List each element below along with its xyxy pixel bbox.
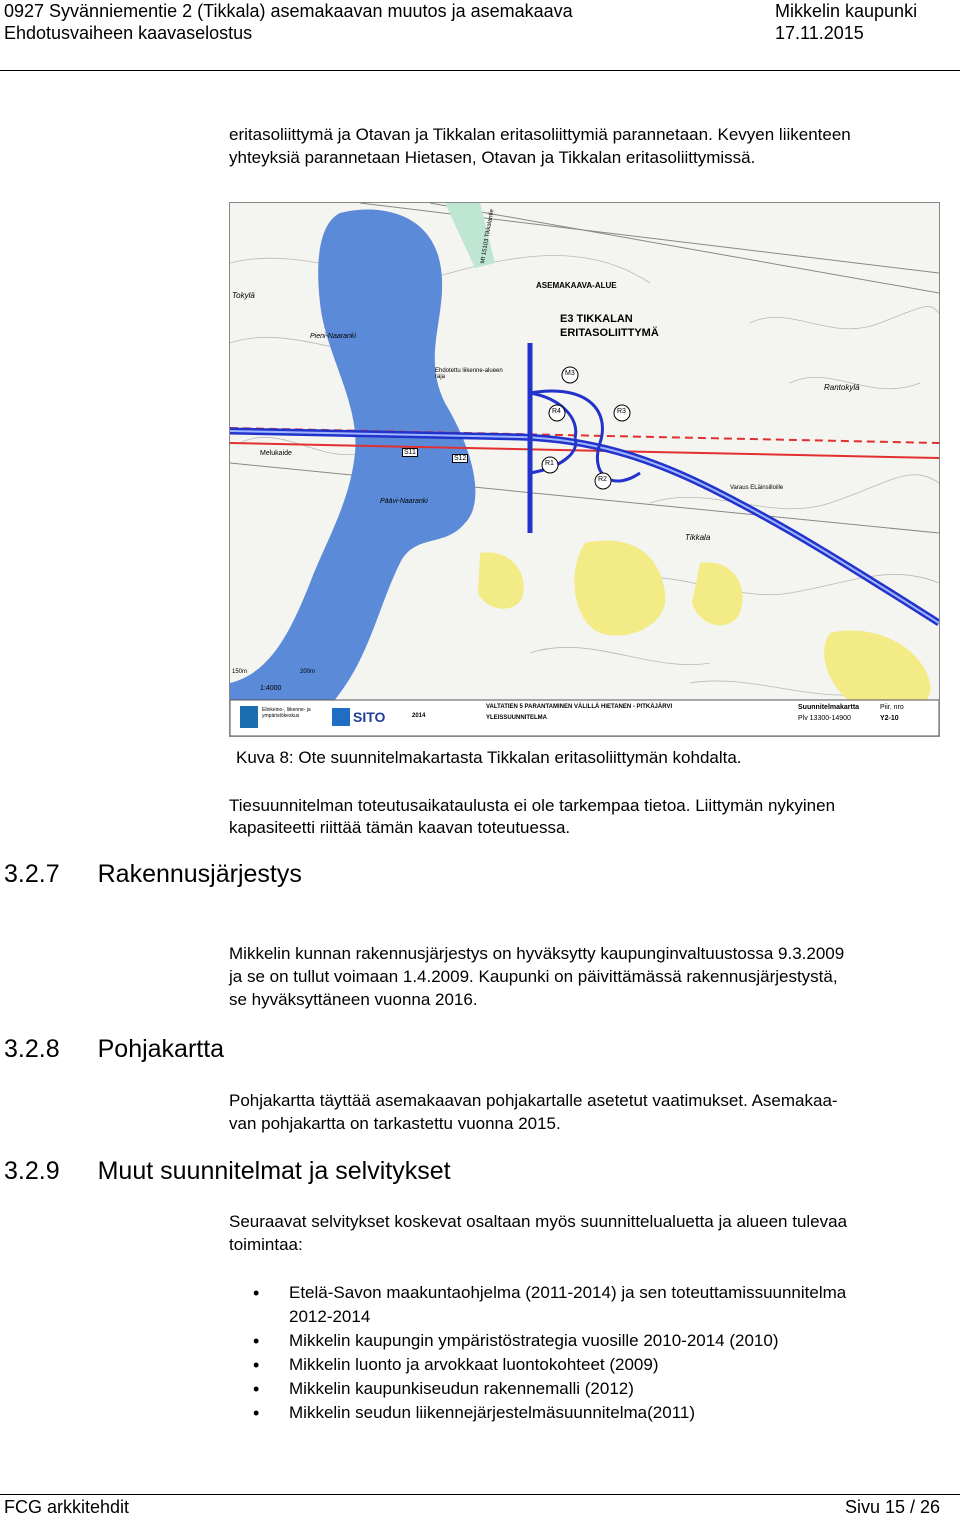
map-label-ehdotettu: Ehdotettu liikenne-alueen raja: [435, 368, 503, 380]
para3-line2: van pohjakartta on tarkastettu vuonna 2015.: [229, 1114, 561, 1133]
section-number: 3.2.7: [4, 860, 60, 888]
scale-200: 200m: [300, 669, 316, 675]
section-title: Rakennusjärjestys: [97, 860, 302, 888]
marker-s12: S12: [454, 455, 467, 462]
junction-markers: [542, 367, 630, 489]
scale-ratio: 1:4000: [260, 685, 282, 692]
header-title-line2: Ehdotusvaiheen kaavaselostus: [4, 23, 253, 43]
footer-rule: [0, 1494, 960, 1495]
marker-r4: R4: [552, 408, 561, 415]
map-label-e3: E3 TIKKALAN: [560, 313, 633, 325]
map-label-asemakaava-alue: ASEMAKAAVA-ALUE: [536, 281, 617, 290]
marker-r2: R2: [598, 476, 607, 483]
para2-line2: ja se on tullut voimaan 1.4.2009. Kaupunki on päivittämässä rakennusjärjestystä,: [229, 967, 838, 986]
header-title-line1: 0927 Syvänniementie 2 (Tikkala) asemakaavan muutos ja asemakaava: [4, 1, 573, 21]
titleblock-sito: SITO: [353, 709, 386, 725]
list-item: • Mikkelin seudun liikennejärjestelmäsuunnitelma(2011): [231, 1401, 956, 1425]
map-label-road-no: Mt 15103 Tikkalantie: [480, 208, 496, 265]
map-label-rantokyla: Rantokylä: [824, 383, 860, 392]
marker-s11: S11: [404, 449, 416, 456]
section-number: 3.2.9: [4, 1157, 60, 1185]
section-heading-329: [4, 1157, 451, 1186]
para1-line2: kapasiteetti riittää tämän kaavan toteutuessa.: [229, 818, 571, 837]
section-title: Pohjakartta: [97, 1035, 225, 1063]
titleblock-project1: VALTATIEN 5 PARANTAMINEN VÄLILLÄ HIETANEN - PITKÄJÄRVI: [486, 704, 673, 710]
footer-page-number: Sivu 15 / 26: [845, 1497, 941, 1517]
map-label-eritasoliittyma: ERITASOLIITTYMÄ: [560, 327, 659, 339]
titleblock-sheet2: Plv 13300-14900: [798, 715, 851, 722]
map-label-tikkala: Tikkala: [685, 533, 711, 542]
titleblock-year: 2014: [412, 713, 426, 719]
references-list: [231, 1281, 956, 1425]
list-item: • Mikkelin kaupunkiseudun rakennemalli (2012): [231, 1377, 956, 1401]
plan-map-figure: [229, 202, 940, 737]
list-item: • Etelä-Savon maakuntaohjelma (2011-2014) ja sen toteuttamissuunnitelma 2012-2014: [231, 1281, 956, 1329]
para2-line3: se hyväksyttäneen vuonna 2016.: [229, 990, 478, 1009]
section-heading-328: [4, 1035, 224, 1064]
header-org: Mikkelin kaupunki: [775, 1, 918, 21]
header-rule: [0, 70, 960, 71]
titleblock-pilr-no: Y2-10: [880, 715, 899, 722]
map-label-paavi-naaranki: Päävi-Naaranki: [380, 498, 428, 505]
section-heading-327: [4, 860, 302, 889]
intro-line2: yhteyksiä parannetaan Hietasen, Otavan ja Tikkalan eritasoliittymissä.: [229, 148, 756, 167]
lake-water: [230, 210, 475, 736]
map-label-melukaide: Melukaide: [260, 450, 292, 457]
para1-line1: Tiesuunnitelman toteutusaikataulusta ei ole tarkempaa tietoa. Liittymän nykyinen: [229, 796, 836, 815]
titleblock-sheet1: Suunnitelmakartta: [798, 704, 860, 711]
marker-m3: M3: [565, 370, 575, 377]
header-date: 17.11.2015: [775, 23, 864, 43]
section-number: 3.2.8: [4, 1035, 60, 1063]
marker-r1: R1: [545, 460, 554, 467]
intro-line1: eritasoliittymä ja Otavan ja Tikkalan eritasoliittymiä parannetaan. Kevyen liikenteen: [229, 125, 851, 144]
map-label-pieni-naaranki: Pieni-Naaranki: [310, 333, 356, 340]
map-label-varaus: Varaus ELäinsilloille: [730, 485, 784, 491]
ely-logo-icon: [240, 706, 258, 728]
list-item: • Mikkelin luonto ja arvokkaat luontokohteet (2009): [231, 1353, 956, 1377]
footer-left: FCG arkkitehdit: [4, 1497, 130, 1517]
sito-logo-icon: [332, 708, 350, 726]
figure-caption: Kuva 8: Ote suunnitelmakartasta Tikkalan eritasoliittymän kohdalta.: [236, 748, 742, 767]
section-title: Muut suunnitelmat ja selvitykset: [97, 1157, 451, 1185]
para4-line1: Seuraavat selvitykset koskevat osaltaan myös suunnittelualuetta ja alueen tulevaa: [229, 1212, 848, 1231]
titleblock-project2: YLEISSUUNNITELMA: [486, 715, 548, 721]
para3-line1: Pohjakartta täyttää asemakaavan pohjakartalle asetetut vaatimukset. Asemakaa-: [229, 1091, 838, 1110]
scale-150: 150m: [232, 669, 248, 675]
marker-r3: R3: [617, 408, 626, 415]
map-label-tokyla: Tokylä: [232, 291, 255, 300]
list-item: • Mikkelin kaupungin ympäristöstrategia vuosille 2010-2014 (2010): [231, 1329, 956, 1353]
titleblock-pilr: Piir. nro: [880, 704, 904, 711]
titleblock-elinkeino: Elinkeino-, liikenne- ja ympäristökeskus: [262, 707, 311, 719]
para4-line2: toimintaa:: [229, 1235, 303, 1254]
para2-line1: Mikkelin kunnan rakennusjärjestys on hyväksytty kaupunginvaltuustossa 9.3.2009: [229, 944, 845, 963]
yellow-areas: [478, 540, 930, 714]
